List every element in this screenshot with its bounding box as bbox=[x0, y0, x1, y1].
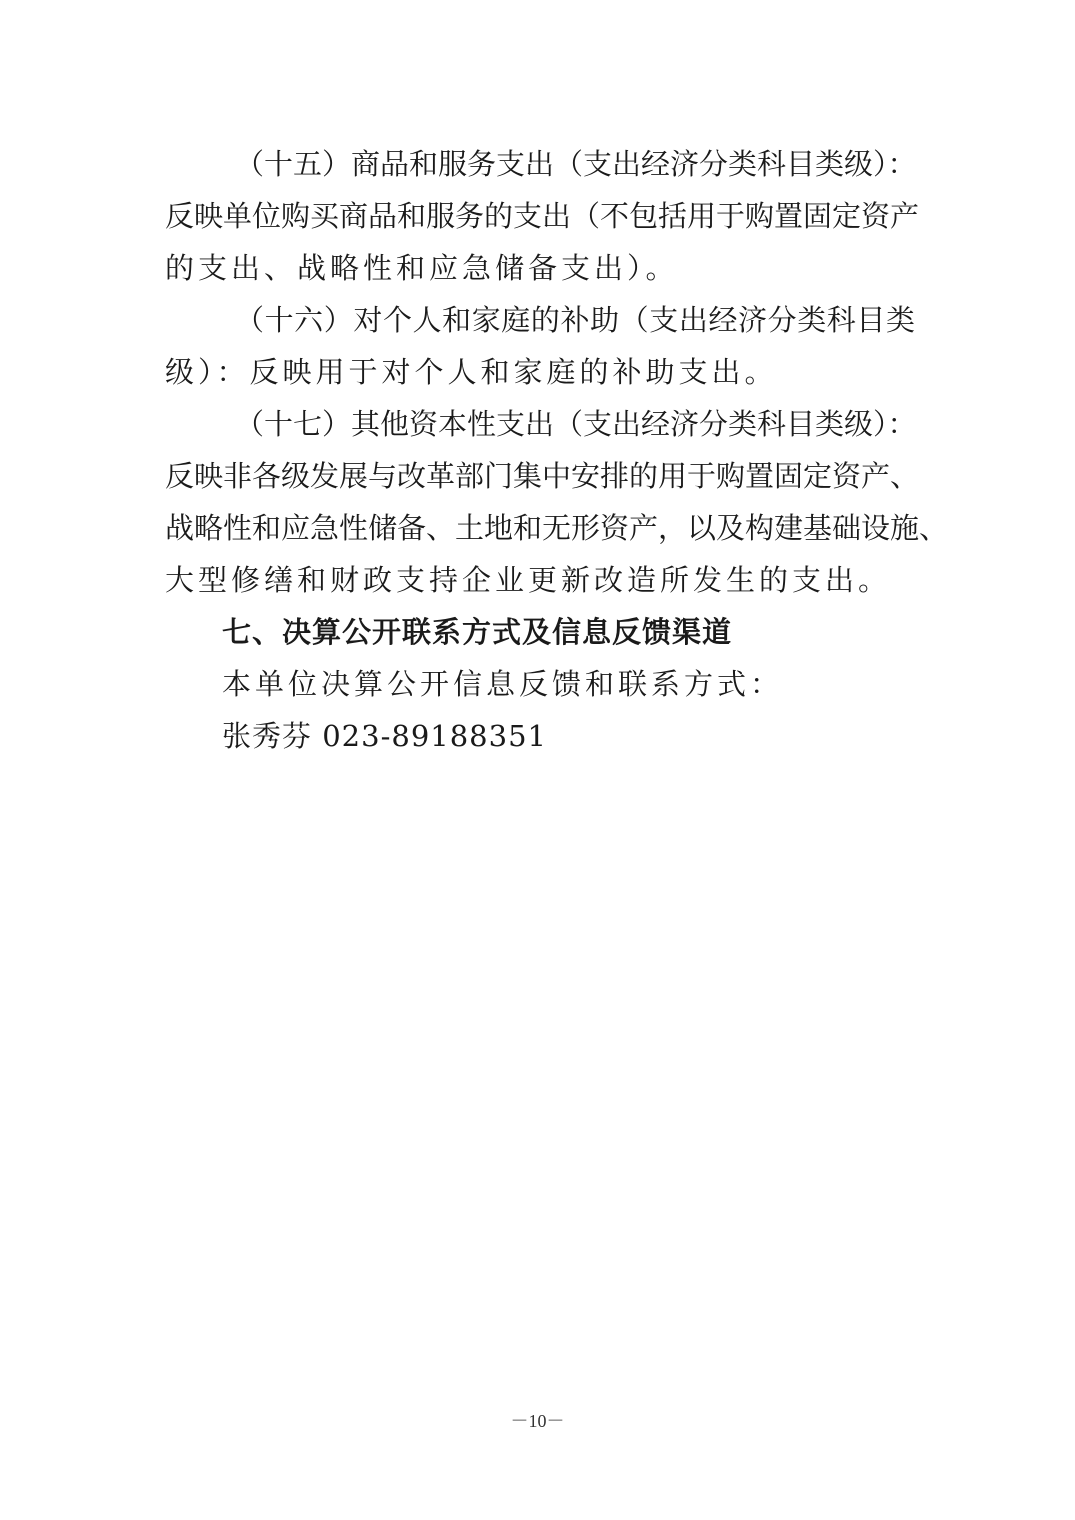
paragraph-16-line-1: （十六）对个人和家庭的补助（支出经济分类科目类 bbox=[235, 303, 915, 337]
paragraph-15-line-2: 反映单位购买商品和服务的支出（不包括用于购置固定资产 bbox=[165, 199, 920, 233]
section-heading: 七、决算公开联系方式及信息反馈渠道 bbox=[222, 615, 733, 649]
paragraph-17-line-3: 战略性和应急性储备、土地和无形资产，以及构建基础设施、 bbox=[165, 511, 949, 545]
paragraph-16-line-2: 级）：反映用于对个人和家庭的补助支出。 bbox=[165, 355, 778, 389]
contact-person: 张秀芬 023-89188351 bbox=[222, 719, 547, 753]
paragraph-17-line-2: 反映非各级发展与改革部门集中安排的用于购置固定资产、 bbox=[165, 459, 920, 493]
contact-intro: 本单位决算公开信息反馈和联系方式： bbox=[222, 667, 784, 701]
paragraph-17-line-4: 大型修缮和财政支持企业更新改造所发生的支出。 bbox=[165, 563, 892, 597]
page-number: －10－ bbox=[510, 1411, 565, 1431]
paragraph-17-line-1: （十七）其他资本性支出（支出经济分类科目类级）： bbox=[235, 407, 917, 441]
paragraph-15-line-1: （十五）商品和服务支出（支出经济分类科目类级）： bbox=[235, 147, 917, 181]
paragraph-15-line-3: 的支出、战略性和应急储备支出）。 bbox=[165, 251, 679, 285]
